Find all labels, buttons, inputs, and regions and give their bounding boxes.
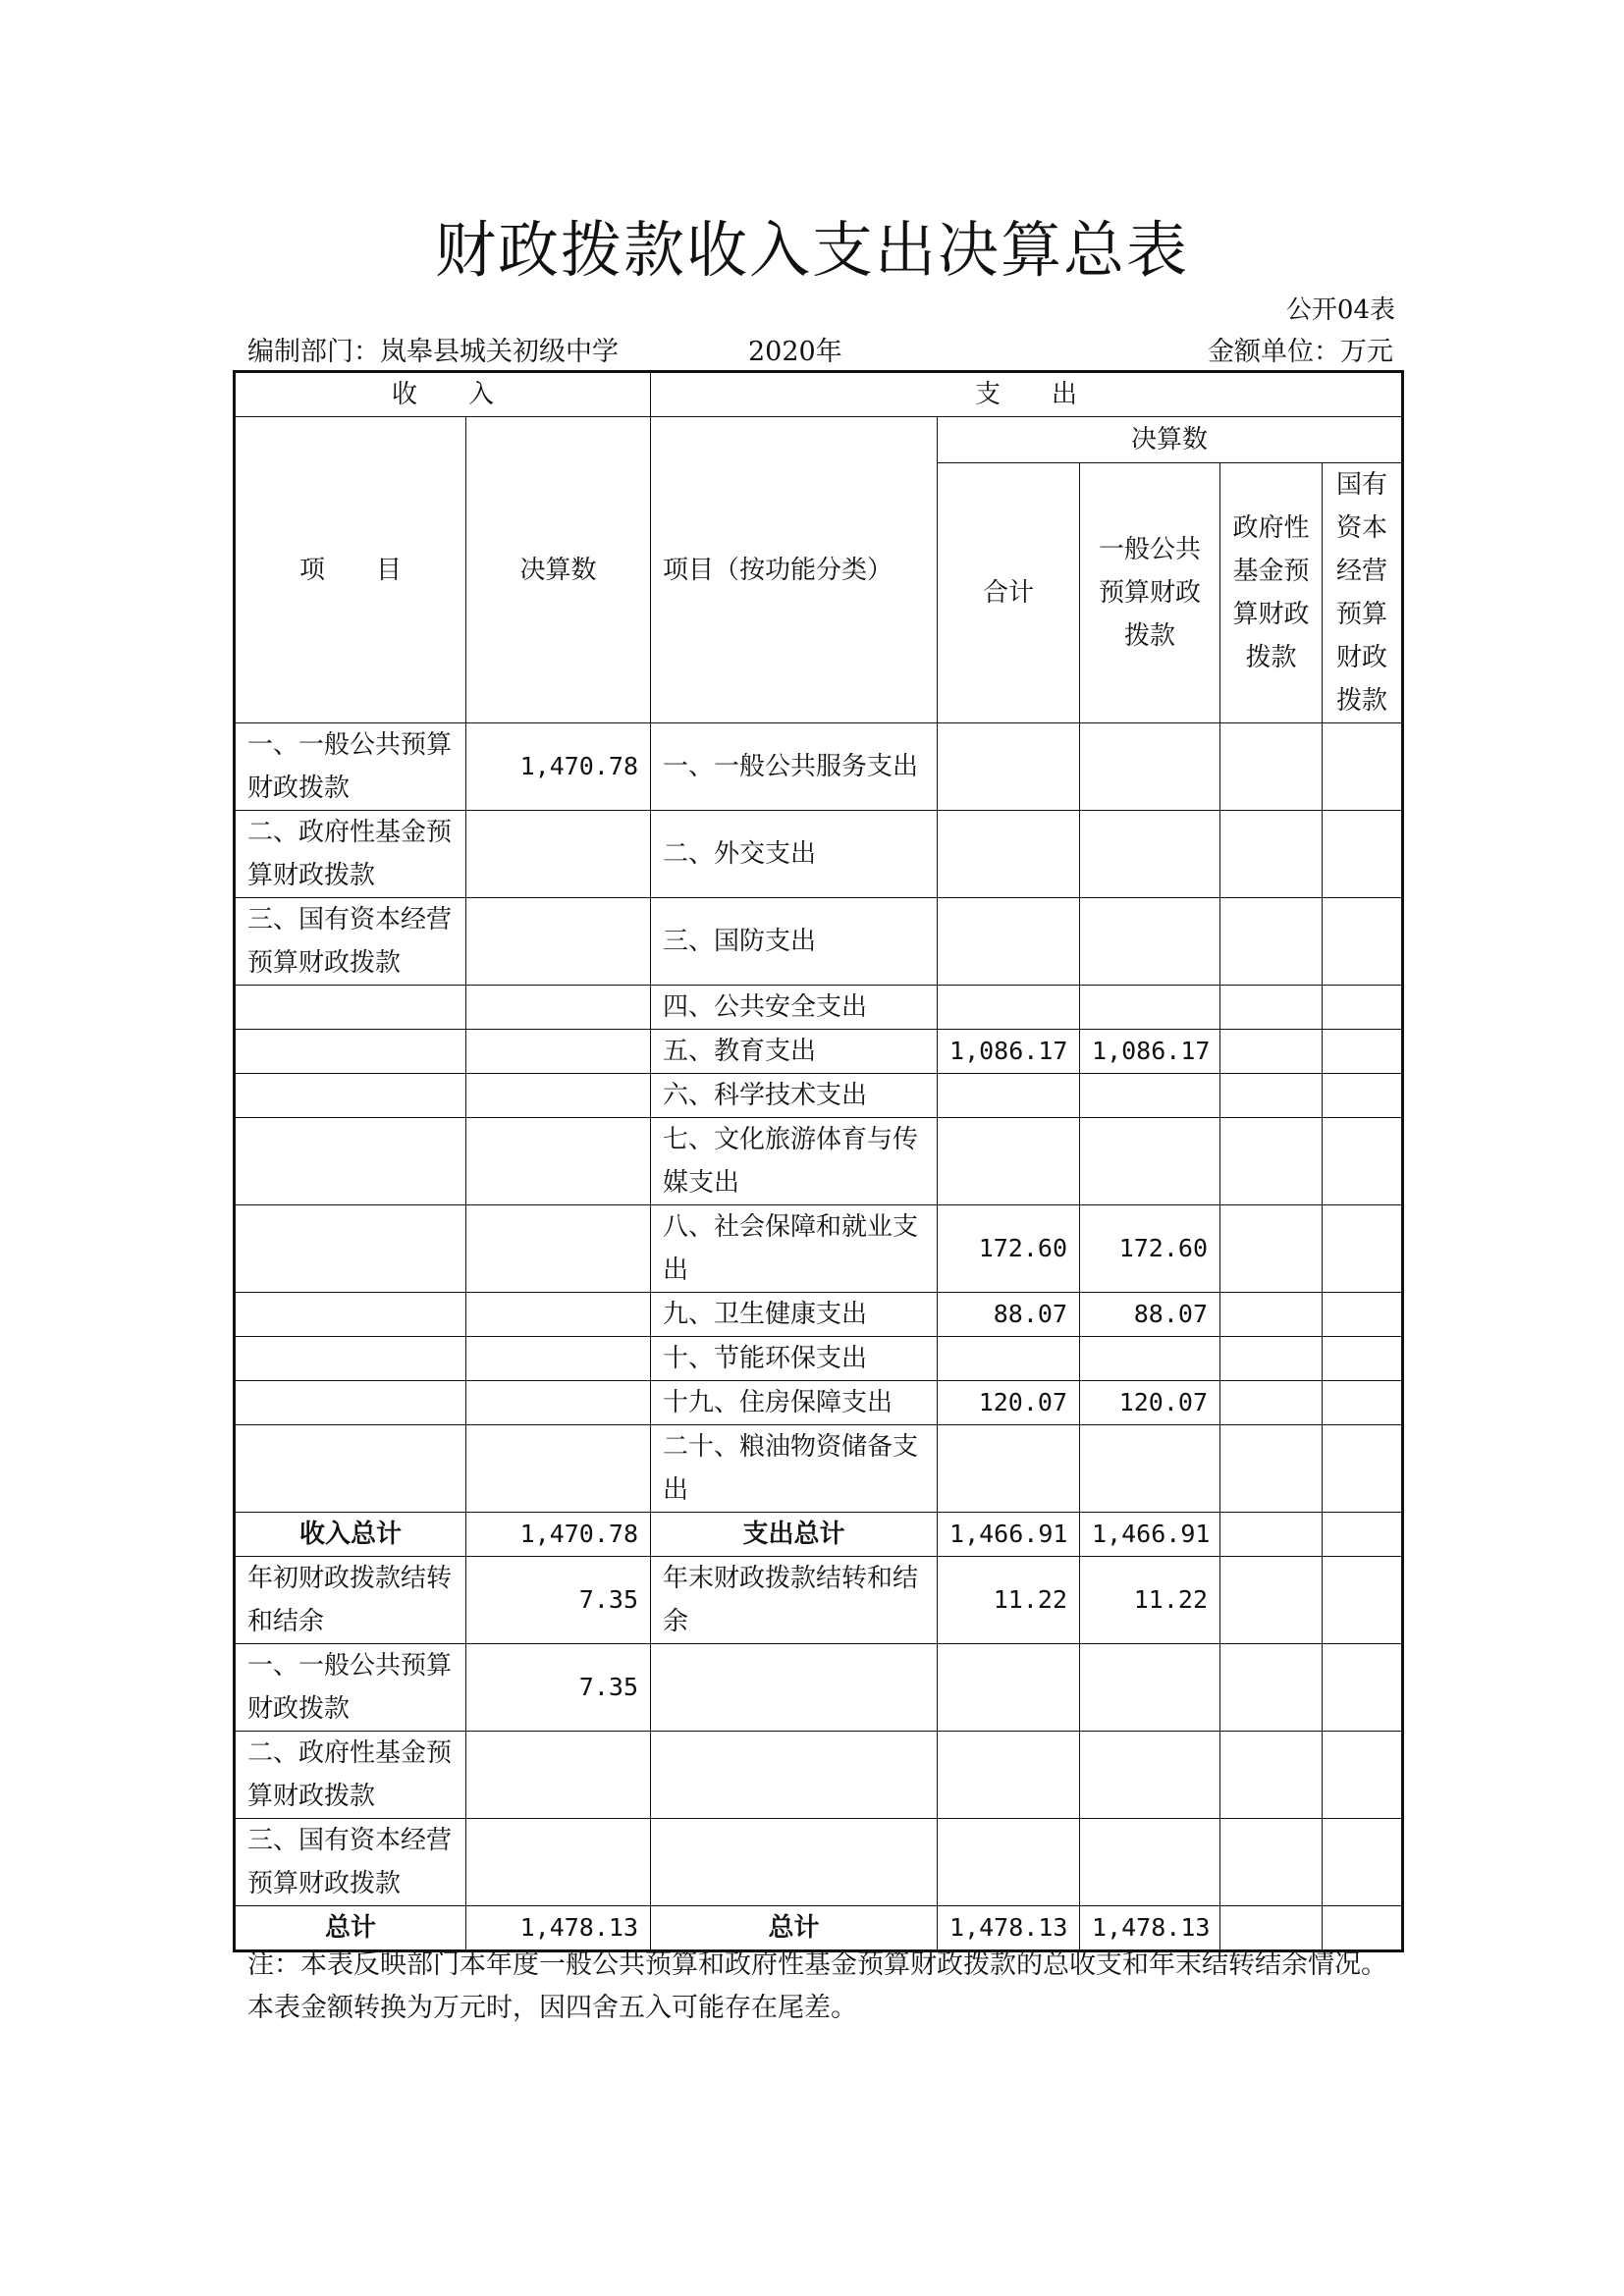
table-row xyxy=(235,1030,1403,1074)
income-item-cell: 三、国有资本经营预算财政拨款 xyxy=(235,898,466,986)
header-row-2 xyxy=(235,417,1403,463)
expense-item-cell: 十、节能环保支出 xyxy=(651,1337,938,1381)
income-amount-cell xyxy=(466,1030,651,1074)
income-amount-cell: 1,470.78 xyxy=(466,1513,651,1557)
income-amount-cell xyxy=(466,1293,651,1337)
general-budget-cell: 120.07 xyxy=(1080,1381,1220,1425)
expense-item-cell: 七、文化旅游体育与传媒支出 xyxy=(651,1118,938,1205)
year-label: 2020年 xyxy=(748,337,842,367)
income-item-cell xyxy=(235,1118,466,1205)
gov-fund-cell xyxy=(1220,1030,1323,1074)
gov-fund-cell xyxy=(1220,1381,1323,1425)
gov-fund-cell xyxy=(1220,1293,1323,1337)
general-budget-cell: 88.07 xyxy=(1080,1293,1220,1337)
expense-header: 支 出 xyxy=(651,372,1403,417)
income-amount-cell xyxy=(466,1425,651,1513)
decision-header: 决算数 xyxy=(938,417,1403,463)
gov-fund-cell xyxy=(1220,1205,1323,1293)
expense-item-cell xyxy=(651,1644,938,1732)
expense-item-cell: 八、社会保障和就业支出 xyxy=(651,1205,938,1293)
unit-label: 金额单位：万元 xyxy=(1208,337,1393,367)
general-budget-cell: 11.22 xyxy=(1080,1557,1220,1644)
expense-total-cell xyxy=(938,986,1080,1030)
table-row xyxy=(235,723,1403,811)
func-item-header: 项目（按功能分类） xyxy=(651,417,938,723)
budget-table xyxy=(233,370,1404,1952)
income-amount-cell xyxy=(466,1732,651,1819)
expense-total-cell xyxy=(938,1644,1080,1732)
gov-fund-cell xyxy=(1220,1513,1323,1557)
general-budget-cell xyxy=(1080,898,1220,986)
income-amount-cell xyxy=(466,1205,651,1293)
income-item-cell xyxy=(235,1425,466,1513)
table-row xyxy=(235,1293,1403,1337)
expense-total-cell: 1,478.13 xyxy=(938,1906,1080,1951)
table-row xyxy=(235,898,1403,986)
general-budget-cell xyxy=(1080,1118,1220,1205)
expense-total-cell xyxy=(938,1732,1080,1819)
expense-item-cell: 支出总计 xyxy=(651,1513,938,1557)
state-capital-cell xyxy=(1323,1819,1403,1906)
expense-total-cell: 120.07 xyxy=(938,1381,1080,1425)
expense-item-cell: 十九、住房保障支出 xyxy=(651,1381,938,1425)
dept-label: 编制部门：岚皋县城关初级中学 xyxy=(247,337,619,367)
meta-line xyxy=(247,330,1393,365)
income-amount-cell xyxy=(466,1819,651,1906)
general-budget-cell xyxy=(1080,1819,1220,1906)
income-amount-cell xyxy=(466,811,651,898)
table-row xyxy=(235,1644,1403,1732)
expense-item-cell: 一、一般公共服务支出 xyxy=(651,723,938,811)
income-amount-cell: 1,470.78 xyxy=(466,723,651,811)
gov-fund-cell xyxy=(1220,723,1323,811)
gov-fund-cell xyxy=(1220,1337,1323,1381)
income-item-cell: 收入总计 xyxy=(235,1513,466,1557)
income-amount-cell: 7.35 xyxy=(466,1557,651,1644)
income-amount-cell xyxy=(466,1074,651,1118)
expense-total-cell xyxy=(938,1118,1080,1205)
income-amount-cell xyxy=(466,1381,651,1425)
general-budget-cell: 1,466.91 xyxy=(1080,1513,1220,1557)
income-amount-cell xyxy=(466,1118,651,1205)
state-capital-cell xyxy=(1323,986,1403,1030)
table-row xyxy=(235,1513,1403,1557)
income-item-cell xyxy=(235,1205,466,1293)
state-capital-cell xyxy=(1323,1513,1403,1557)
expense-total-cell xyxy=(938,898,1080,986)
gov-fund-cell xyxy=(1220,986,1323,1030)
state-capital-cell xyxy=(1323,898,1403,986)
table-row xyxy=(235,1337,1403,1381)
state-capital-cell xyxy=(1323,1644,1403,1732)
expense-total-cell xyxy=(938,1425,1080,1513)
page-title: 财政拨款收入支出决算总表 xyxy=(434,214,1189,286)
income-header: 收 入 xyxy=(235,372,651,417)
state-capital-cell xyxy=(1323,1557,1403,1644)
expense-total-cell xyxy=(938,1819,1080,1906)
state-capital-cell xyxy=(1323,1118,1403,1205)
general-budget-cell xyxy=(1080,986,1220,1030)
state-capital-cell xyxy=(1323,1337,1403,1381)
total-header: 合计 xyxy=(938,463,1080,723)
gov-fund-header: 政府性基金预算财政拨款 xyxy=(1220,463,1323,723)
income-item-cell: 二、政府性基金预算财政拨款 xyxy=(235,811,466,898)
gov-fund-cell xyxy=(1220,1118,1323,1205)
gov-fund-cell xyxy=(1220,1074,1323,1118)
state-capital-cell xyxy=(1323,1732,1403,1819)
gov-fund-cell xyxy=(1220,1819,1323,1906)
footnote: 注：本表反映部门本年度一般公共预算和政府性基金预算财政拨款的总收支和年末结转结余情况。本表金额转换为万元时，因四舍五入可能存在尾差。 xyxy=(247,1949,1387,2023)
expense-total-cell: 1,466.91 xyxy=(938,1513,1080,1557)
income-item-cell: 三、国有资本经营预算财政拨款 xyxy=(235,1819,466,1906)
income-item-cell xyxy=(235,1293,466,1337)
income-item-cell: 二、政府性基金预算财政拨款 xyxy=(235,1732,466,1819)
income-amount-cell: 1,478.13 xyxy=(466,1906,651,1951)
table-row xyxy=(235,1425,1403,1513)
general-budget-cell xyxy=(1080,723,1220,811)
expense-item-cell: 五、教育支出 xyxy=(651,1030,938,1074)
state-capital-cell xyxy=(1323,1381,1403,1425)
state-capital-cell xyxy=(1323,811,1403,898)
gov-fund-cell xyxy=(1220,1732,1323,1819)
general-budget-cell: 1,478.13 xyxy=(1080,1906,1220,1951)
expense-total-cell xyxy=(938,1074,1080,1118)
amount-header: 决算数 xyxy=(466,417,651,723)
income-item-cell xyxy=(235,1381,466,1425)
general-budget-cell xyxy=(1080,811,1220,898)
income-item-cell xyxy=(235,1337,466,1381)
expense-item-cell xyxy=(651,1819,938,1906)
general-budget-cell xyxy=(1080,1337,1220,1381)
income-item-cell xyxy=(235,986,466,1030)
expense-total-cell xyxy=(938,811,1080,898)
expense-total-cell: 11.22 xyxy=(938,1557,1080,1644)
gov-fund-cell xyxy=(1220,811,1323,898)
income-amount-cell: 7.35 xyxy=(466,1644,651,1732)
state-capital-cell xyxy=(1323,723,1403,811)
table-row xyxy=(235,1819,1403,1906)
table-row xyxy=(235,811,1403,898)
income-item-cell: 一、一般公共预算财政拨款 xyxy=(235,723,466,811)
expense-total-cell: 1,086.17 xyxy=(938,1030,1080,1074)
income-item-cell xyxy=(235,1030,466,1074)
table-row xyxy=(235,1205,1403,1293)
gov-fund-cell xyxy=(1220,1425,1323,1513)
expense-total-cell: 172.60 xyxy=(938,1205,1080,1293)
expense-total-cell xyxy=(938,1337,1080,1381)
income-amount-cell xyxy=(466,986,651,1030)
expense-item-cell: 二、外交支出 xyxy=(651,811,938,898)
general-budget-cell xyxy=(1080,1425,1220,1513)
gov-fund-cell xyxy=(1220,1644,1323,1732)
expense-item-cell: 总计 xyxy=(651,1906,938,1951)
header-row-1 xyxy=(235,372,1403,417)
income-amount-cell xyxy=(466,1337,651,1381)
general-budget-cell: 1,086.17 xyxy=(1080,1030,1220,1074)
general-budget-cell xyxy=(1080,1644,1220,1732)
item-header: 项 目 xyxy=(235,417,466,723)
table-row xyxy=(235,1557,1403,1644)
expense-total-cell xyxy=(938,723,1080,811)
general-header: 一般公共预算财政拨款 xyxy=(1080,463,1220,723)
income-item-cell xyxy=(235,1074,466,1118)
expense-item-cell: 三、国防支出 xyxy=(651,898,938,986)
table-row xyxy=(235,1074,1403,1118)
gov-fund-cell xyxy=(1220,898,1323,986)
income-amount-cell xyxy=(466,898,651,986)
general-budget-cell xyxy=(1080,1732,1220,1819)
general-budget-cell: 172.60 xyxy=(1080,1205,1220,1293)
gov-fund-cell xyxy=(1220,1557,1323,1644)
state-capital-cell xyxy=(1323,1425,1403,1513)
income-item-cell: 年初财政拨款结转和结余 xyxy=(235,1557,466,1644)
expense-item-cell: 九、卫生健康支出 xyxy=(651,1293,938,1337)
form-number: 公开04表 xyxy=(1285,295,1395,325)
income-item-cell: 总计 xyxy=(235,1906,466,1951)
table-row xyxy=(235,1118,1403,1205)
expense-item-cell: 二十、粮油物资储备支出 xyxy=(651,1425,938,1513)
state-cap-header: 国有资本经营预算财政拨款 xyxy=(1323,463,1403,723)
state-capital-cell xyxy=(1323,1205,1403,1293)
state-capital-cell xyxy=(1323,1293,1403,1337)
expense-total-cell: 88.07 xyxy=(938,1293,1080,1337)
expense-item-cell: 四、公共安全支出 xyxy=(651,986,938,1030)
expense-item-cell: 六、科学技术支出 xyxy=(651,1074,938,1118)
state-capital-cell xyxy=(1323,1030,1403,1074)
expense-item-cell: 年末财政拨款结转和结余 xyxy=(651,1557,938,1644)
table-row xyxy=(235,1732,1403,1819)
table-row xyxy=(235,986,1403,1030)
expense-item-cell xyxy=(651,1732,938,1819)
income-item-cell: 一、一般公共预算财政拨款 xyxy=(235,1644,466,1732)
table-row xyxy=(235,1381,1403,1425)
state-capital-cell xyxy=(1323,1074,1403,1118)
general-budget-cell xyxy=(1080,1074,1220,1118)
